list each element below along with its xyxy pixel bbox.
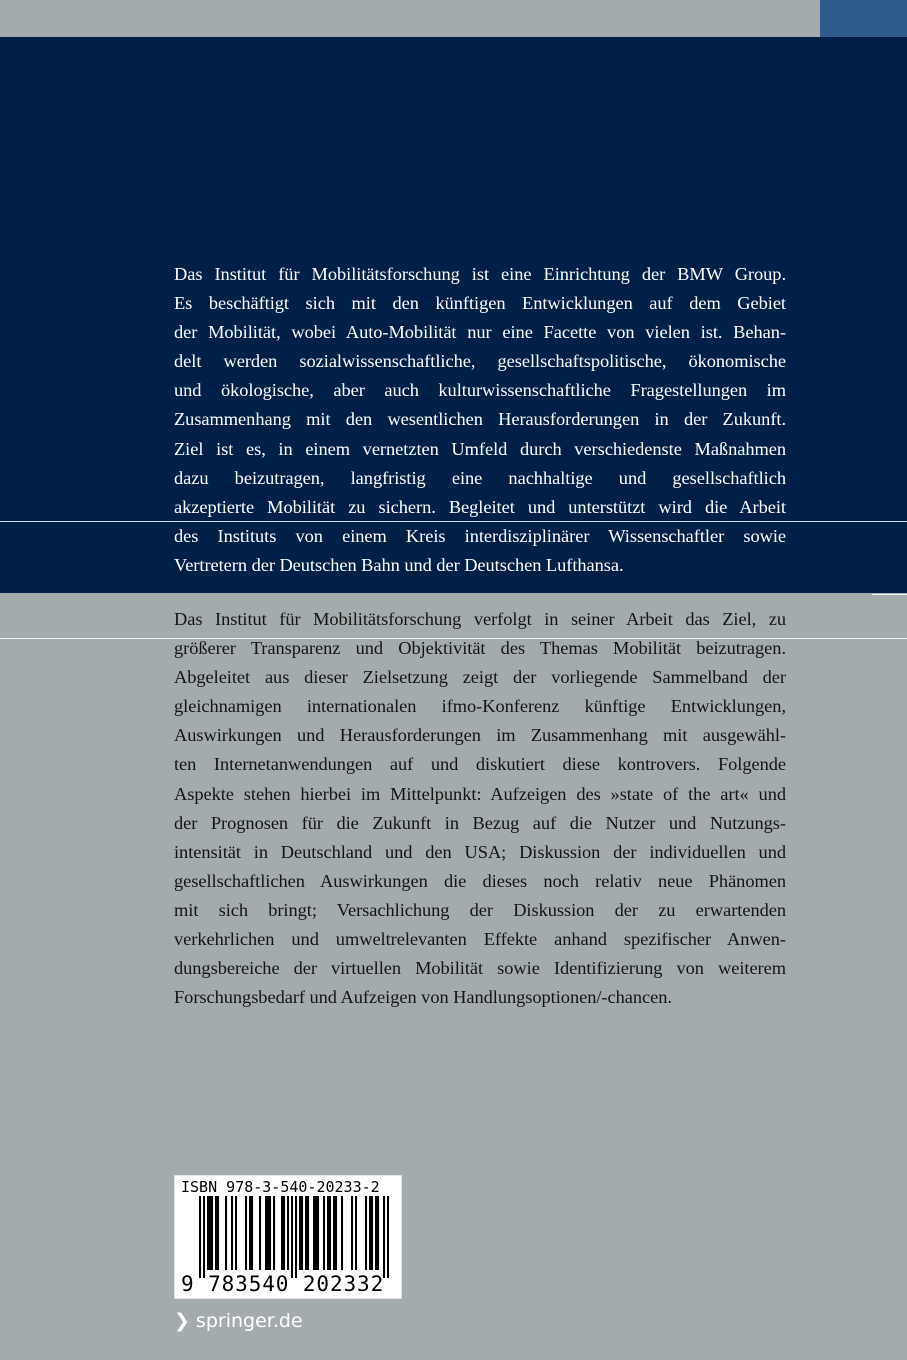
text-line: gesellschaftlichen Auswirkungen die dieses noch relativ neue Phänomen [174,870,786,891]
barcode-bar [369,1196,371,1270]
barcode-bar [317,1196,319,1270]
text-line: ten Internetanwendungen auf und diskutiert diese kontrovers. Folgende [174,754,786,775]
text-line: der Prognosen für die Zukunft in Bezug auf die Nutzer und Nutzungs- [174,812,786,833]
barcode-bar [245,1196,247,1270]
text-line: delt werden sozialwissenschaftliche, gesellschaftspolitische, ökonomische [174,351,786,372]
barcode-bar [371,1196,373,1270]
text-line: Ziel ist es, in einem vernetzten Umfeld durch verschiedenste Maßnahmen [174,438,786,459]
barcode-bar [199,1196,201,1278]
barcode-bar [365,1196,367,1270]
barcode-bar [265,1196,267,1270]
barcode-bar [203,1196,205,1278]
barcode-bar [387,1196,389,1278]
text-line: des Instituts von einem Kreis interdisziplinärer Wissenschaftler sowie [174,525,786,546]
text-line: Aspekte stehen hierbei im Mittelpunkt: Aufzeigen des »state of the art« und [174,783,786,804]
book-description [174,605,786,1012]
top-gray-strip [0,0,820,37]
barcode-bar [323,1196,325,1270]
barcode-bar [299,1196,301,1270]
barcode-bar [301,1196,303,1270]
barcode-bar [287,1196,289,1270]
barcode-bar [335,1196,337,1270]
barcode-bar [235,1196,237,1270]
barcode-bar [383,1196,385,1278]
barcode-bar [291,1196,293,1278]
barcode-bar [267,1196,269,1270]
barcode-bar [327,1196,329,1270]
text-line: Das Institut für Mobilitätsforschung ist eine Einrichtung der BMW Group. [174,264,786,284]
barcode-bar [273,1196,275,1270]
divider-line-short [872,594,907,595]
barcode-bar [295,1196,297,1278]
text-line: größerer Transparenz und Objektivität des Themas Mobilität beizutragen. [174,638,786,659]
barcode-bar [377,1196,379,1270]
chevron-right-icon: ❯ [174,1310,190,1332]
corner-color-block [820,0,907,37]
text-line: gleichnamigen internationalen ifmo-Konferenz künftige Entwicklungen, [174,696,786,717]
text-line: mit sich bringt; Versachlichung der Diskussion der zu erwartenden [174,899,786,920]
barcode-bar [211,1196,213,1270]
barcode-bar [307,1196,309,1270]
barcode-bar [269,1196,271,1270]
isbn-label: ISBN 978-3-540-20233-2 [181,1178,380,1196]
barcode-bar [341,1196,343,1270]
publisher-label: springer.de [195,1310,303,1332]
barcode-bar [329,1196,331,1270]
text-line: Das Institut für Mobilitätsforschung verfolgt in seiner Arbeit das Ziel, zu [174,609,786,629]
barcode-bar [305,1196,307,1270]
text-line: und ökologische, aber auch kulturwissenschaftliche Fragestellungen im [174,380,786,401]
ean-digits: 9 783540 202332 [181,1272,385,1296]
barcode-bars [199,1196,389,1278]
barcode-bar [231,1196,233,1270]
institute-description [174,260,786,580]
barcode-bar [259,1196,261,1270]
barcode-bar [333,1196,335,1270]
barcode-bar [351,1196,353,1270]
text-line: der Mobilität, wobei Auto-Mobilität nur eine Facette von vielen ist. Behan- [174,322,786,343]
text-line: dungsbereiche der virtuellen Mobilität sowie Identifizierung von weiterem [174,958,786,979]
text-line: Auswirkungen und Herausforderungen im Zusammenhang mit ausgewähl- [174,725,786,746]
barcode-bar [313,1196,315,1270]
barcode-bar [215,1196,217,1270]
text-line: Zusammenhang mit den wesentlichen Herausforderungen in der Zukunft. [174,409,786,430]
text-line: akzeptierte Mobilität zu sichern. Begleitet und unterstützt wird die Arbeit [174,496,786,517]
text-line: Abgeleitet aus dieser Zielsetzung zeigt der vorliegende Sammelband der [174,667,786,688]
barcode-bar [209,1196,211,1270]
barcode-bar [315,1196,317,1270]
barcode-bar [375,1196,377,1270]
text-line: dazu beizutragen, langfristig eine nachhaltige und gesellschaftlich [174,467,786,488]
barcode-bar [281,1196,283,1270]
isbn-barcode [174,1175,402,1299]
barcode-bar [225,1196,227,1270]
text-line: Es beschäftigt sich mit den künftigen Entwicklungen auf dem Gebiet [174,293,786,314]
publisher-link[interactable] [174,1309,303,1333]
barcode-bar [251,1196,253,1270]
text-line: verkehrlichen und umweltrelevanten Effekte anhand spezifischer Anwen- [174,929,786,950]
text-line: Vertretern der Deutschen Bahn und der Deutschen Lufthansa. [174,554,624,575]
barcode-bar [355,1196,357,1270]
barcode-bar [207,1196,209,1270]
text-line: intensität in Deutschland und den USA; Diskussion der individuellen und [174,841,786,862]
barcode-bar [283,1196,285,1270]
text-line: Forschungsbedarf und Aufzeigen von Handlungsoptionen/-chancen. [174,987,672,1008]
barcode-bar [249,1196,251,1270]
barcode-bar [217,1196,219,1270]
